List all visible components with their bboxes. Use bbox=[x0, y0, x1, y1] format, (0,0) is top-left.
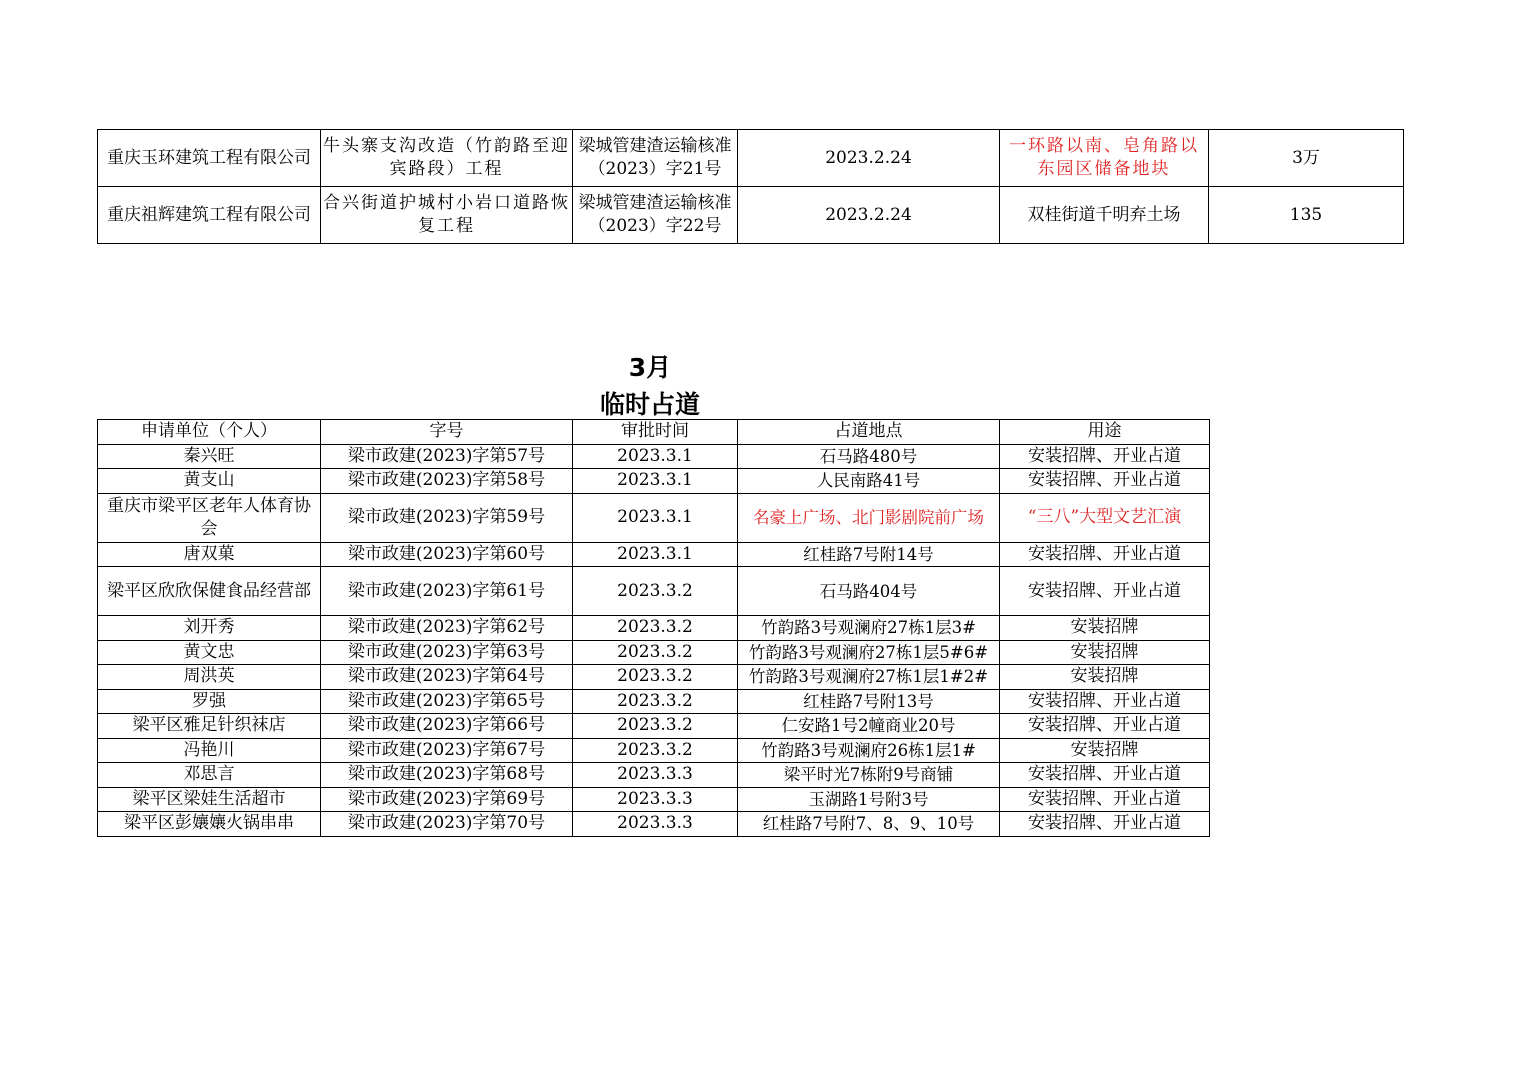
table-row bbox=[98, 187, 1404, 244]
permit-cell: 梁市政建(2023)字第67号 bbox=[321, 738, 573, 763]
table-row bbox=[98, 665, 1210, 690]
date-cell: 2023.3.2 bbox=[573, 640, 738, 665]
permit-cell: 梁市政建(2023)字第66号 bbox=[321, 714, 573, 739]
header-location: 占道地点 bbox=[738, 420, 1000, 445]
purpose-cell: 安装招牌、开业占道 bbox=[1000, 787, 1210, 812]
location-cell: 人民南路41号 bbox=[738, 469, 1000, 494]
table-row bbox=[98, 493, 1210, 542]
location-cell: 一环路以南、皂角路以东园区储备地块 bbox=[1000, 130, 1209, 187]
applicant-cell: 唐双菓 bbox=[98, 542, 321, 567]
date-cell: 2023.3.2 bbox=[573, 738, 738, 763]
purpose-cell: 安装招牌、开业占道 bbox=[1000, 542, 1210, 567]
purpose-cell: 安装招牌 bbox=[1000, 665, 1210, 690]
permit-cell: 梁市政建(2023)字第65号 bbox=[321, 689, 573, 714]
purpose-cell: 安装招牌、开业占道 bbox=[1000, 469, 1210, 494]
project-cell: 牛头寨支沟改造（竹韵路至迎宾路段）工程 bbox=[321, 130, 573, 187]
company-cell: 重庆玉环建筑工程有限公司 bbox=[98, 130, 321, 187]
permit-cell: 梁市政建(2023)字第57号 bbox=[321, 444, 573, 469]
location-cell: 红桂路7号附7、8、9、10号 bbox=[738, 812, 1000, 837]
date-cell: 2023.3.2 bbox=[573, 714, 738, 739]
table-row bbox=[98, 689, 1210, 714]
applicant-cell: 刘开秀 bbox=[98, 616, 321, 641]
amount-cell: 135 bbox=[1209, 187, 1404, 244]
location-cell: 红桂路7号附14号 bbox=[738, 542, 1000, 567]
date-cell: 2023.3.3 bbox=[573, 787, 738, 812]
project-cell: 合兴街道护城村小岩口道路恢复工程 bbox=[321, 187, 573, 244]
location-cell: 竹韵路3号观澜府26栋1层1# bbox=[738, 738, 1000, 763]
permit-cell: 梁市政建(2023)字第58号 bbox=[321, 469, 573, 494]
purpose-cell: 安装招牌、开业占道 bbox=[1000, 444, 1210, 469]
date-cell: 2023.3.2 bbox=[573, 689, 738, 714]
location-cell: 石马路480号 bbox=[738, 444, 1000, 469]
purpose-cell: 安装招牌、开业占道 bbox=[1000, 567, 1210, 616]
date-cell: 2023.3.2 bbox=[573, 616, 738, 641]
permit-cell: 梁市政建(2023)字第60号 bbox=[321, 542, 573, 567]
header-date: 审批时间 bbox=[573, 420, 738, 445]
permit-cell: 梁市政建(2023)字第68号 bbox=[321, 763, 573, 788]
purpose-cell: 安装招牌 bbox=[1000, 640, 1210, 665]
table-row bbox=[98, 787, 1210, 812]
location-cell: 玉湖路1号附3号 bbox=[738, 787, 1000, 812]
applicant-cell: 梁平区彭孃孃火锅串串 bbox=[98, 812, 321, 837]
table-row bbox=[98, 640, 1210, 665]
permit-cell: 梁城管建渣运输核准（2023）字21号 bbox=[573, 130, 738, 187]
applicant-cell: 梁平区梁娃生活超市 bbox=[98, 787, 321, 812]
date-cell: 2023.3.3 bbox=[573, 763, 738, 788]
section-title: 临时占道 bbox=[599, 390, 700, 419]
table-row bbox=[98, 567, 1210, 616]
applicant-cell: 罗强 bbox=[98, 689, 321, 714]
location-cell: 双桂街道千明弃土场 bbox=[1000, 187, 1209, 244]
location-cell: 仁安路1号2幢商业20号 bbox=[738, 714, 1000, 739]
location-cell: 竹韵路3号观澜府27栋1层1#2# bbox=[738, 665, 1000, 690]
table-header-row bbox=[98, 420, 1210, 445]
purpose-cell: 安装招牌、开业占道 bbox=[1000, 714, 1210, 739]
purpose-cell: 安装招牌、开业占道 bbox=[1000, 812, 1210, 837]
date-cell: 2023.2.24 bbox=[738, 130, 1000, 187]
table-row bbox=[98, 738, 1210, 763]
date-cell: 2023.3.1 bbox=[573, 469, 738, 494]
applicant-cell: 重庆市梁平区老年人体育协会 bbox=[98, 493, 321, 542]
permit-cell: 梁市政建(2023)字第59号 bbox=[321, 493, 573, 542]
permit-cell: 梁市政建(2023)字第62号 bbox=[321, 616, 573, 641]
applicant-cell: 黄文忠 bbox=[98, 640, 321, 665]
purpose-cell: 安装招牌 bbox=[1000, 616, 1210, 641]
applicant-cell: 梁平区雅足针织袜店 bbox=[98, 714, 321, 739]
date-cell: 2023.3.2 bbox=[573, 665, 738, 690]
purpose-cell: 安装招牌、开业占道 bbox=[1000, 763, 1210, 788]
purpose-cell: 安装招牌 bbox=[1000, 738, 1210, 763]
month-title: 3月 bbox=[628, 353, 672, 382]
date-cell: 2023.3.2 bbox=[573, 567, 738, 616]
location-cell: 梁平时光7栋附9号商铺 bbox=[738, 763, 1000, 788]
location-cell: 石马路404号 bbox=[738, 567, 1000, 616]
permit-cell: 梁市政建(2023)字第70号 bbox=[321, 812, 573, 837]
table-body bbox=[98, 444, 1210, 836]
permit-cell: 梁市政建(2023)字第63号 bbox=[321, 640, 573, 665]
table-row bbox=[98, 444, 1210, 469]
table-row bbox=[98, 714, 1210, 739]
applicant-cell: 邓思言 bbox=[98, 763, 321, 788]
applicant-cell: 黄支山 bbox=[98, 469, 321, 494]
applicant-cell: 冯艳川 bbox=[98, 738, 321, 763]
amount-cell: 3万 bbox=[1209, 130, 1404, 187]
company-cell: 重庆祖辉建筑工程有限公司 bbox=[98, 187, 321, 244]
permit-cell: 梁市政建(2023)字第64号 bbox=[321, 665, 573, 690]
permit-cell: 梁市政建(2023)字第69号 bbox=[321, 787, 573, 812]
location-cell: 竹韵路3号观澜府27栋1层3# bbox=[738, 616, 1000, 641]
purpose-cell: 安装招牌、开业占道 bbox=[1000, 689, 1210, 714]
applicant-cell: 秦兴旺 bbox=[98, 444, 321, 469]
location-cell: 名豪上广场、北门影剧院前广场 bbox=[738, 493, 1000, 542]
date-cell: 2023.2.24 bbox=[738, 187, 1000, 244]
date-cell: 2023.3.1 bbox=[573, 493, 738, 542]
header-purpose: 用途 bbox=[1000, 420, 1210, 445]
purpose-cell: “三八”大型文艺汇演 bbox=[1000, 493, 1210, 542]
header-applicant: 申请单位（个人） bbox=[98, 420, 321, 445]
table-row bbox=[98, 469, 1210, 494]
table-row bbox=[98, 616, 1210, 641]
table-row bbox=[98, 763, 1210, 788]
date-cell: 2023.3.3 bbox=[573, 812, 738, 837]
location-cell: 红桂路7号附13号 bbox=[738, 689, 1000, 714]
table-row bbox=[98, 542, 1210, 567]
transport-permit-table bbox=[97, 129, 1404, 244]
header-permit: 字号 bbox=[321, 420, 573, 445]
location-cell: 竹韵路3号观澜府27栋1层5#6# bbox=[738, 640, 1000, 665]
table-row bbox=[98, 812, 1210, 837]
table-row bbox=[98, 130, 1404, 187]
permit-cell: 梁城管建渣运输核准（2023）字22号 bbox=[573, 187, 738, 244]
date-cell: 2023.3.1 bbox=[573, 444, 738, 469]
road-occupation-table bbox=[97, 419, 1210, 837]
applicant-cell: 周洪英 bbox=[98, 665, 321, 690]
permit-cell: 梁市政建(2023)字第61号 bbox=[321, 567, 573, 616]
date-cell: 2023.3.1 bbox=[573, 542, 738, 567]
applicant-cell: 梁平区欣欣保健食品经营部 bbox=[98, 567, 321, 616]
